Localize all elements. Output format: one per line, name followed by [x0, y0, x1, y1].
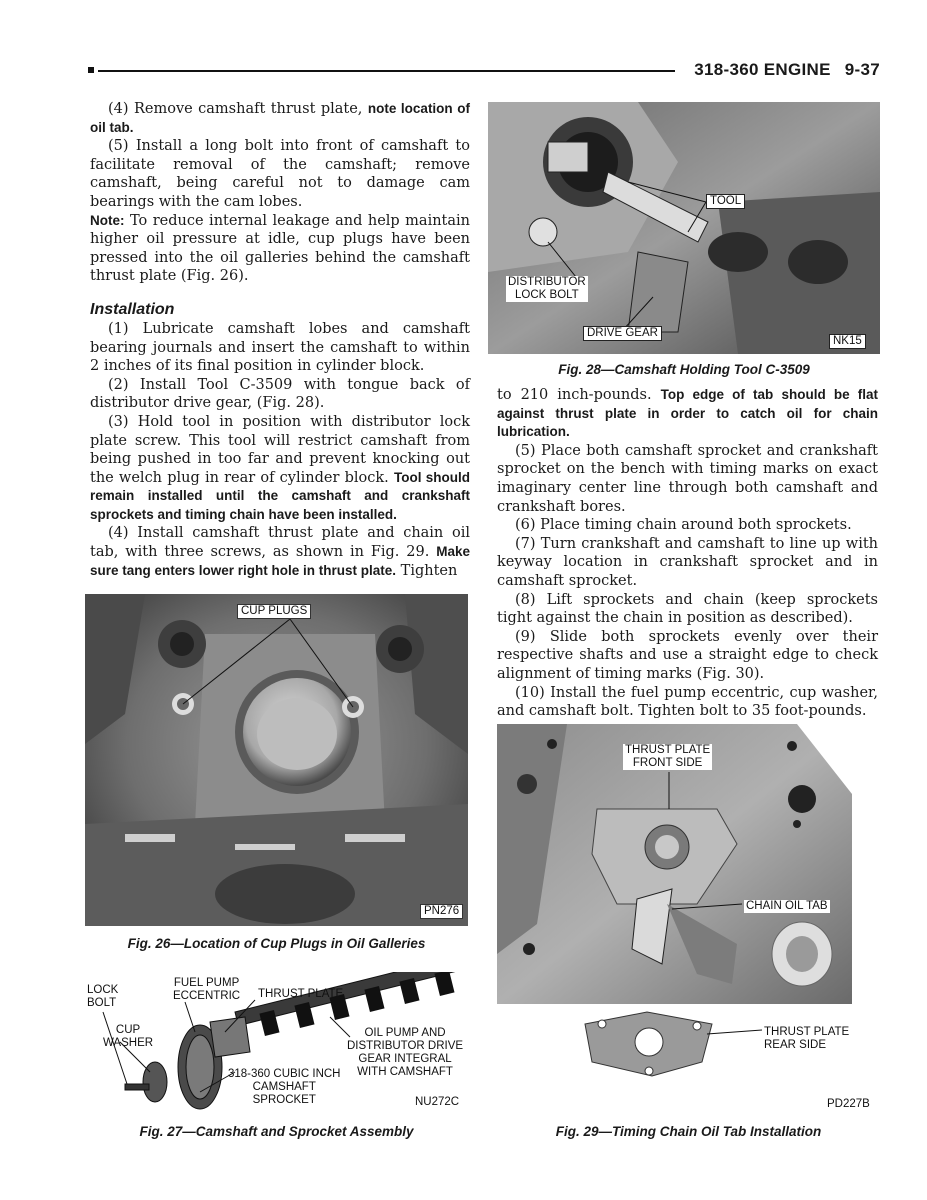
tighten-continuation: [497, 386, 878, 442]
step-install-long-bolt: (5) Install a long bolt into front of camshaft to facilitate removal of the camshaft; remove camshaft, being careful not to damage cam bearings with the cam lobes.: [90, 138, 470, 210]
step-emphasis: Make sure tang enters lower right hole in thrust plate.: [90, 544, 470, 578]
install-step-6: (6) Place timing chain around both sprockets.: [515, 517, 852, 534]
left-column-text: [90, 100, 470, 580]
header-rule: [98, 70, 675, 72]
install-step-4: [90, 524, 470, 580]
step-text: (4) Install camshaft thrust plate and chain oil tab, with three screws, as shown in Fig. 29.: [90, 525, 470, 561]
distributor-lock-bolt-label: DISTRIBUTOR LOCK BOLT: [508, 276, 586, 301]
step-emphasis: note location of oil tab.: [90, 101, 470, 135]
install-step-10: (10) Install the fuel pump eccentric, cup washer, and camshaft bolt. Tighten bolt to 35 foot-pounds.: [497, 684, 878, 720]
holding-tool-photo: [488, 102, 880, 354]
thrust-plate-front-label: THRUST PLATE FRONT SIDE: [625, 744, 711, 769]
fig29-caption: Fig. 29—Timing Chain Oil Tab Installation: [555, 1124, 822, 1139]
fig28-caption: Fig. 28—Camshaft Holding Tool C-3509: [558, 362, 810, 377]
step-text: to 210 inch-pounds.: [497, 387, 652, 403]
camshaft-sprocket-label: 318-360 CUBIC INCH CAMSHAFT SPROCKET: [228, 1068, 341, 1106]
step-remove-thrust-plate: [90, 100, 470, 137]
header-text: [680, 60, 880, 80]
note-label: Note:: [90, 212, 125, 228]
install-step-9: (9) Slide both sprockets evenly over their respective shafts and use a straight edge to check alignment of timing marks (Fig. 30).: [497, 628, 878, 682]
install-step-5: (5) Place both camshaft sprocket and crankshaft sprocket on the bench with timing marks on exact imaginary center line through both camshaft and crankshaft bores.: [497, 442, 878, 515]
step-text: (4) Remove camshaft thrust plate,: [108, 101, 363, 117]
step-text: Tighten: [400, 562, 458, 579]
install-step-7: (7) Turn crankshaft and camshaft to line up with keyway location in crankshaft sprocket and in camshaft sprocket.: [497, 535, 878, 589]
fig26-caption: Fig. 26—Location of Cup Plugs in Oil Galleries: [127, 936, 426, 951]
right-column-text: [497, 386, 878, 721]
lock-bolt-label: LOCK BOLT: [87, 984, 119, 1009]
engine-block-photo: [85, 594, 468, 926]
cup-washer-label: CUP WASHER: [103, 1024, 154, 1049]
installation-heading: Installation: [90, 300, 175, 318]
fig29-figure: [497, 724, 880, 1116]
step-emphasis: Tool should remain installed until the camshaft and crankshaft sprockets and timing chain have been installed.: [90, 469, 471, 522]
fig28-code: NK15: [829, 334, 866, 349]
page-number: 9-37: [844, 60, 880, 79]
install-step-3: [90, 413, 470, 525]
note-paragraph: [90, 212, 470, 286]
fig26-photo: [85, 594, 468, 926]
tool-label: TOOL: [706, 194, 745, 209]
oil-tab-photo: [497, 724, 880, 1116]
thrust-plate-label: THRUST PLATE: [258, 988, 344, 1000]
fig27-caption: Fig. 27—Camshaft and Sprocket Assembly: [139, 1124, 414, 1139]
section-title: 318-360 ENGINE: [694, 60, 831, 79]
oil-pump-drive-label: OIL PUMP AND DISTRIBUTOR DRIVE GEAR INTEGRAL WITH CAMSHAFT: [347, 1027, 464, 1078]
step-emphasis: Top edge of tab should be flat against thrust plate in order to catch oil for chain lubrication.: [497, 387, 879, 440]
chain-oil-tab-label: CHAIN OIL TAB: [746, 900, 828, 912]
header-bullet: [88, 67, 94, 73]
note-text: To reduce internal leakage and help maintain higher oil pressure at idle, cup plugs have been pressed into the oil galleries behind the camshaft thrust plate (Fig. 26).: [90, 212, 470, 285]
install-step-1: (1) Lubricate camshaft lobes and camshaft bearing journals and insert the camshaft to within 2 inches of its final position in cylinder block.: [90, 320, 470, 375]
thrust-plate-rear-label: THRUST PLATE REAR SIDE: [764, 1026, 850, 1051]
cup-plugs-label: CUP PLUGS: [237, 604, 311, 619]
fig27-code: NU272C: [415, 1096, 460, 1108]
drive-gear-label: DRIVE GEAR: [583, 326, 662, 341]
fuel-pump-eccentric-label: FUEL PUMP ECCENTRIC: [173, 977, 241, 1002]
page-header: [88, 60, 880, 84]
fig26-code: PN276: [420, 904, 463, 919]
install-step-8: (8) Lift sprockets and chain (keep sprockets tight against the chain in position as described).: [497, 591, 878, 627]
fig28-photo: [488, 102, 880, 354]
fig27-diagram: [85, 972, 468, 1117]
step-text: (3) Hold tool in position with distributor lock plate screw. This tool will restrict camshaft from being pushed in too far and prevent knocking out the welch plug in rear of cylinder block.: [90, 413, 470, 486]
install-step-2: (2) Install Tool C-3509 with tongue back of distributor drive gear, (Fig. 28).: [90, 376, 470, 412]
fig29-code: PD227B: [827, 1098, 870, 1110]
